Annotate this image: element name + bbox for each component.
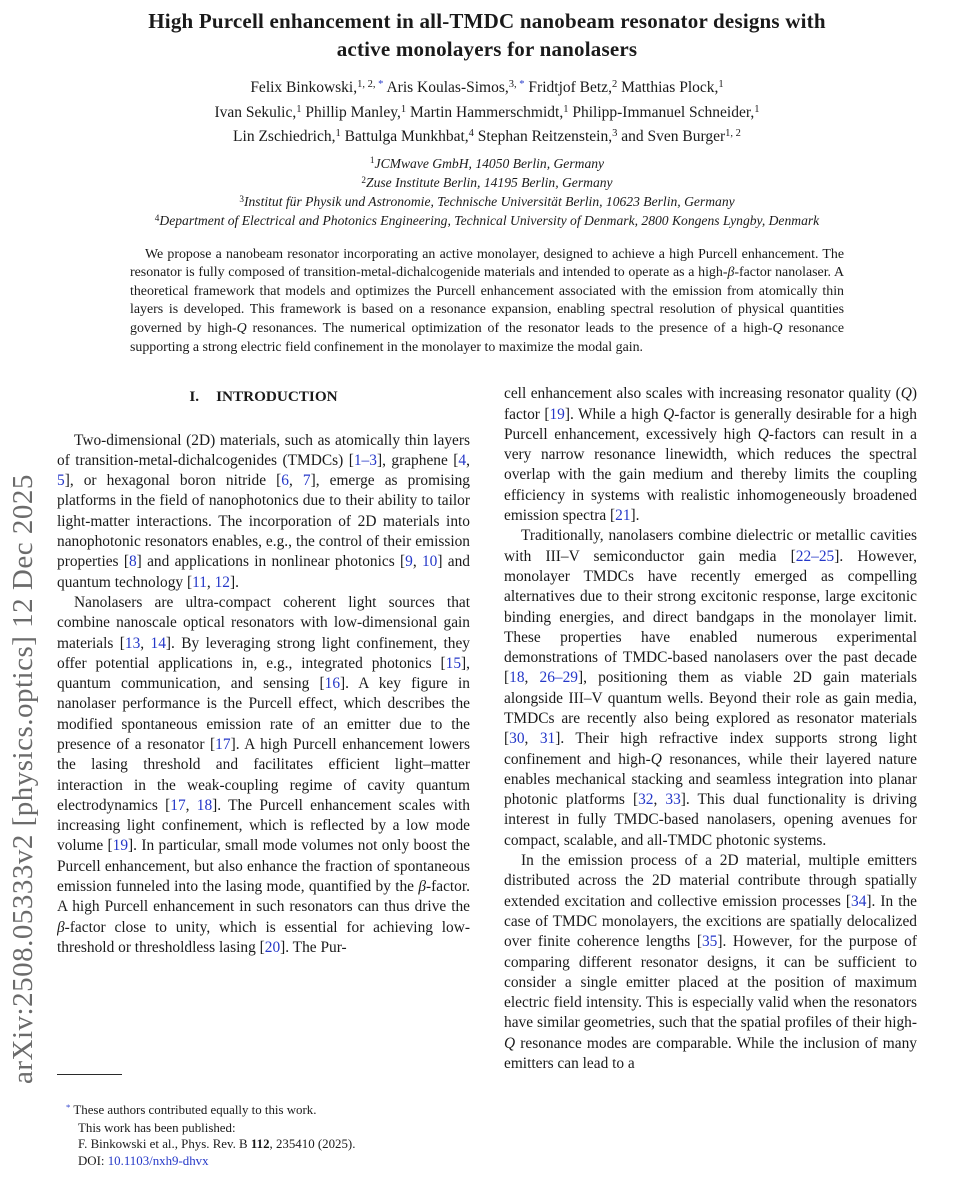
citation-link[interactable]: 12 [214, 573, 230, 591]
citation-link[interactable]: 21 [615, 507, 631, 525]
paper-title [57, 7, 917, 63]
citation-link[interactable]: 4 [458, 451, 467, 469]
abstract: We propose a nanobeam resonator incorporating an active monolayer, designed to achieve a high Purcell enhancement. The resonator is fully composed of transition-metal-dichalcogenide materials and intended to operate as a high-β-factor nanolaser. A theoretical framework that models and optimizes the Purcell enhancement associated with the emission from atomically thin layers is developed. This framework is based on a resonance expansion, enabling spectral resolution of physical quantities governed by high-Q resonances. The numerical optimization of the resonator leads to the presence of a high-Q resonance supporting a strong electric field confinement in the monolayer to maximize the modal gain. [130, 246, 844, 355]
citation-link[interactable]: 6 [281, 472, 289, 490]
author-list [57, 77, 917, 151]
footnote-lines [57, 1102, 470, 1171]
right-column [504, 384, 917, 1172]
affiliation-4: $^4$Department of Electrical and Photonics Engineering, Technical University of Denmark, 2800 Kongens Lyngby, Denmark [154, 213, 820, 229]
footnote-doi: DOI: 10.1103/nxh9-dhvx [78, 1154, 209, 1169]
paragraph-intro-2-continued: cell enhancement also scales with increasing resonator quality (Q) factor [19]. While a high Q-factor is generally desirable for a high Purcell enhancement, excessively high Q-factors can result in a very narrow resonance linewidth, which reduces the spectral overlap with the gain medium and thereby limits the coupling efficiency in systems with realistic inhomogeneously broadened emission spectra [21]. [504, 385, 917, 525]
footnote-marker-link[interactable]: * [66, 1101, 71, 1112]
citation-link[interactable]: 26–29 [539, 669, 578, 687]
citation-link[interactable]: 20 [264, 938, 281, 956]
citation-link[interactable]: 19 [112, 837, 129, 855]
author-line-2: Ivan Sekulic,$^1$ Phillip Manley,$^1$ Martin Hammerschmidt,$^1$ Philipp-Immanuel Schneider,$^1$ [214, 103, 760, 121]
citation-link[interactable]: 22–25 [795, 547, 835, 565]
section-number: I. [189, 388, 200, 406]
footnote-block [57, 1074, 470, 1171]
citation-link[interactable]: 5 [57, 472, 65, 490]
footnote-published-note: This work has been published: [78, 1120, 236, 1135]
title-line-2: active monolayers for nanolasers [336, 37, 638, 61]
section-title: INTRODUCTION [216, 388, 338, 406]
citation-link[interactable]: 18 [196, 796, 213, 814]
citation-link[interactable]: 34 [851, 892, 867, 910]
citation-link[interactable]: 15 [445, 654, 462, 672]
citation-link[interactable]: 11 [192, 573, 207, 591]
two-column-body [57, 384, 917, 1172]
author-line-3: Lin Zschiedrich,$^1$ Battulga Munkhbat,$^4$ Stephan Reitzenstein,$^3$ and Sven Burger$^{1, 2}$ [233, 128, 741, 145]
citation-link[interactable]: 17 [170, 796, 186, 814]
citation-link[interactable]: 10 [421, 553, 438, 571]
paragraph-intro-3: Traditionally, nanolasers combine dielectric or metallic cavities with III–V semiconductor gain media [22–25]. However, monolayer TMDCs have recently emerged as compelling alternatives due to their strong excitonic response, large excitonic binding energies, and direct bandgaps in the monolayer limit. These properties have enabled numerous experimental demonstrations of TMDC-based nanolasers over the past decade [18, 26–29], positioning them as viable 2D gain materials alongside III–V quantum wells. Beyond their role as gain media, TMDCs are recently also being explored as resonator materials [30, 31]. Their high refractive index supports strong light confinement and high-Q resonances, while their layered nature enables mechanical stacking and seamless integration into planar photonic platforms [32, 33]. This dual functionality is driving interest in fully TMDC-based nanolasers, opening avenues for compact, scalable, and all-TMDC photonic systems. [504, 527, 917, 849]
affiliation-list [57, 155, 917, 232]
paragraph-intro-2: Nanolasers are ultra-compact coherent light sources that combine nanoscale optical resonators with low-dimensional gain materials [13, 14]. By leveraging strong light confinement, they offer potential applications in, e.g., integrated photonics [15], quantum communication, and sensing [16]. A key figure in nanolaser performance is the Purcell effect, which describes the modified spontaneous emission rate of an emitter due to the presence of a resonator [17]. A high Purcell enhancement lowers the lasing threshold and facilitates efficient light–matter interaction in the weak-coupling regime of cavity quantum electrodynamics [17, 18]. The Purcell enhancement scales with increasing light confinement, which is reflected by a low mode volume [19]. In particular, small mode volumes not only boost the Purcell enhancement, but also enhance the fraction of spontaneous emission funneled into the lasing mode, quantified by the β-factor. A high Purcell enhancement in such resonators can thus drive the β-factor close to unity, which is essential for achieving low-threshold or thresholdless lasing [20]. The Pur- [57, 593, 471, 956]
left-column [57, 384, 470, 1172]
arxiv-watermark: arXiv:2508.05333v2 [physics.optics] 12 Dec 2025 [7, 474, 39, 1084]
footnote-equal-contribution: * These authors contributed equally to this work. [66, 1101, 317, 1117]
citation-link[interactable]: 17 [215, 736, 231, 753]
citation-link[interactable]: 1–3 [353, 451, 377, 469]
citation-link[interactable]: 8 [128, 553, 137, 571]
paragraph-intro-4: In the emission process of a 2D material, multiple emitters distributed across the 2D material contribute through spatially extended excitation and collective emission processes [34]. In the case of TMDC monolayers, the excitions are spatially delocalized over finite coherence lengths [35]. However, for the purpose of comparing different resonator designs, it can be sufficient to consider a single emitter placed at the position of maximum electric field intensity. This is especially valid when the resonators have similar geometries, such that the spatial profiles of their high-Q resonance modes are comparable. While the inclusion of many emitters can lead to a [504, 852, 917, 1073]
paragraph-intro-1: Two-dimensional (2D) materials, such as atomically thin layers of transition-metal-dichalcogenides (TMDCs) [1–3], graphene [4, 5], or hexagonal boron nitride [6, 7], emerge as promising platforms in the field of nanophotonics due to their ability to tailor light-matter interactions. The incorporation of 2D materials into nanophotonic resonators enables, e.g., the control of their emission properties [8] and applications in nonlinear photonics [9, 10] and quantum technology [11, 12]. [57, 431, 471, 591]
footnote-marker-link[interactable]: * [519, 79, 525, 91]
citation-link[interactable]: 14 [150, 634, 166, 652]
affiliation-1: $^1$JCMwave GmbH, 14050 Berlin, Germany [369, 155, 605, 171]
author-line-1: Felix Binkowski,$^{1, 2,}$ * Aris Koulas-Simos,$^{3,}$ * Fridtjof Betz,$^2$ Matthias Plock,$^1$ [250, 79, 724, 96]
citation-link[interactable]: 7 [302, 472, 311, 490]
citation-link[interactable]: 18 [509, 669, 525, 687]
citation-link[interactable]: 35 [701, 933, 718, 951]
footnote-journal-reference: F. Binkowski et al., Phys. Rev. B 112, 235410 (2025). [78, 1137, 356, 1152]
citation-link[interactable]: 31 [539, 730, 556, 748]
citation-link[interactable]: 19 [549, 405, 565, 423]
footnote-rule [57, 1074, 122, 1075]
affiliation-2: $^2$Zuse Institute Berlin, 14195 Berlin, Germany [361, 174, 613, 190]
citation-link[interactable]: 33 [665, 791, 681, 809]
doi-link[interactable]: 10.1103/nxh9-dhvx [107, 1154, 209, 1169]
citation-link[interactable]: 13 [124, 634, 141, 652]
footnote-marker-link[interactable]: * [378, 79, 384, 91]
title-line-1: High Purcell enhancement in all-TMDC nanobeam resonator designs with [148, 9, 826, 33]
citation-link[interactable]: 9 [405, 553, 413, 571]
citation-link[interactable]: 32 [638, 791, 654, 809]
citation-link[interactable]: 30 [509, 730, 525, 748]
section-heading-introduction [57, 387, 470, 407]
affiliation-3: $^3$Institut für Physik und Astronomie, Technische Universität Berlin, 10623 Berlin, Germany [239, 193, 735, 210]
paper-content [57, 0, 917, 1172]
citation-link[interactable]: 16 [324, 675, 341, 693]
